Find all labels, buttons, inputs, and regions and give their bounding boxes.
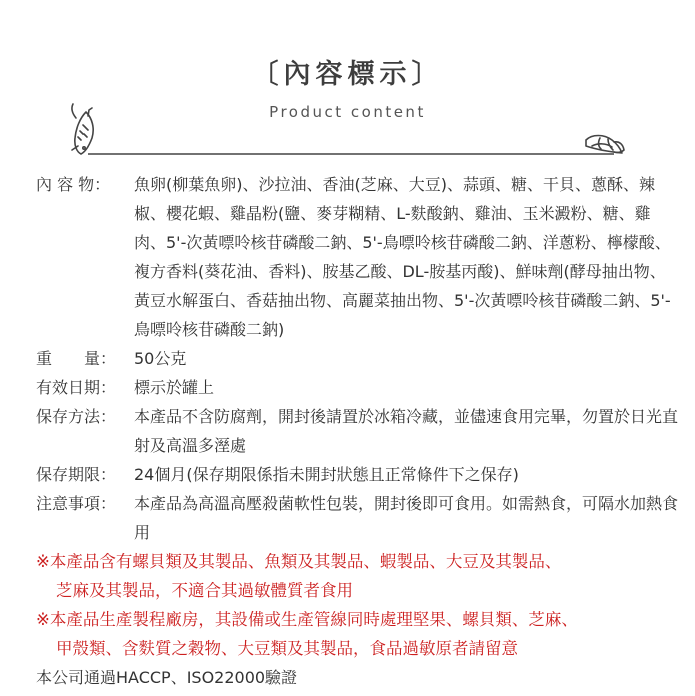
ingredients-label: 內 容 物： (36, 175, 111, 194)
allergen-warning-line-2: 芝麻及其製品，不適合其過敏體質者食用 (56, 581, 353, 600)
notes-label: 注意事項： (36, 494, 117, 513)
certification-text: 本公司通過HACCP、ISO22000驗證 (36, 668, 298, 687)
expiry-date-value: 標示於罐上 (134, 378, 215, 397)
allergen-warning (36, 547, 681, 605)
storage-method-label: 保存方法： (36, 407, 117, 426)
ingredients-row (36, 170, 681, 344)
weight-value: 50公克 (134, 349, 187, 368)
section-subtitle: Product content (269, 103, 426, 121)
expiry-date-row (36, 373, 681, 402)
notes-value: 本產品為高溫高壓殺菌軟性包裝，開封後即可食用。如需熱食，可隔水加熱食用 (134, 494, 679, 542)
facility-warning (36, 605, 681, 663)
shelf-life-row (36, 460, 681, 489)
header-decoration (0, 0, 695, 160)
weight-label: 重 量： (36, 349, 117, 368)
shelf-life-value: 24個月(保存期限係指未開封狀態且正常條件下之保存) (134, 465, 519, 484)
fish-icon (72, 104, 93, 154)
section-title: 〔內容標示〕 (251, 59, 444, 90)
expiry-date-label: 有效日期： (36, 378, 117, 397)
section-header (0, 0, 695, 160)
ingredients-value: 魚卵(柳葉魚卵)、沙拉油、香油(芝麻、大豆)、蒜頭、糖、干貝、蔥酥、辣椒、櫻花蝦、雞晶粉(鹽、麥芽糊精、L-麩酸鈉、雞油、玉米澱粉、糖、雞肉、5'-次黃嘌呤核苷磷酸二鈉、5'-鳥嘌呤核苷磷酸二鈉、洋蔥粉、檸檬酸、複方香料(葵花油、香料)、胺基乙酸、DL-胺基丙酸)、鮮味劑(酵母抽出物、黃豆水解蛋白、香菇抽出物、高麗菜抽出物、5'-次黃嘌呤核苷磷酸二鈉、5'-鳥嘌呤核苷磷酸二鈉) (134, 175, 671, 339)
notes-row (36, 489, 681, 547)
facility-warning-line-1: ※本產品生產製程廠房，其設備或生產管線同時處理堅果、螺貝類、芝麻、 (36, 610, 578, 629)
storage-method-row (36, 402, 681, 460)
storage-method-value: 本產品不含防腐劑，開封後請置於冰箱冷藏，並儘速食用完畢，勿置於日光直射及高溫多溼處 (134, 407, 679, 455)
content-section (36, 170, 681, 692)
allergen-warning-line-1: ※本產品含有螺貝類及其製品、魚類及其製品、蝦製品、大豆及其製品、 (36, 552, 562, 571)
shelf-life-label: 保存期限： (36, 465, 117, 484)
weight-row (36, 344, 681, 373)
clam-shell-icon (586, 136, 624, 154)
facility-warning-line-2: 甲殼類、含麩質之穀物、大豆類及其製品，食品過敏原者請留意 (56, 639, 518, 658)
